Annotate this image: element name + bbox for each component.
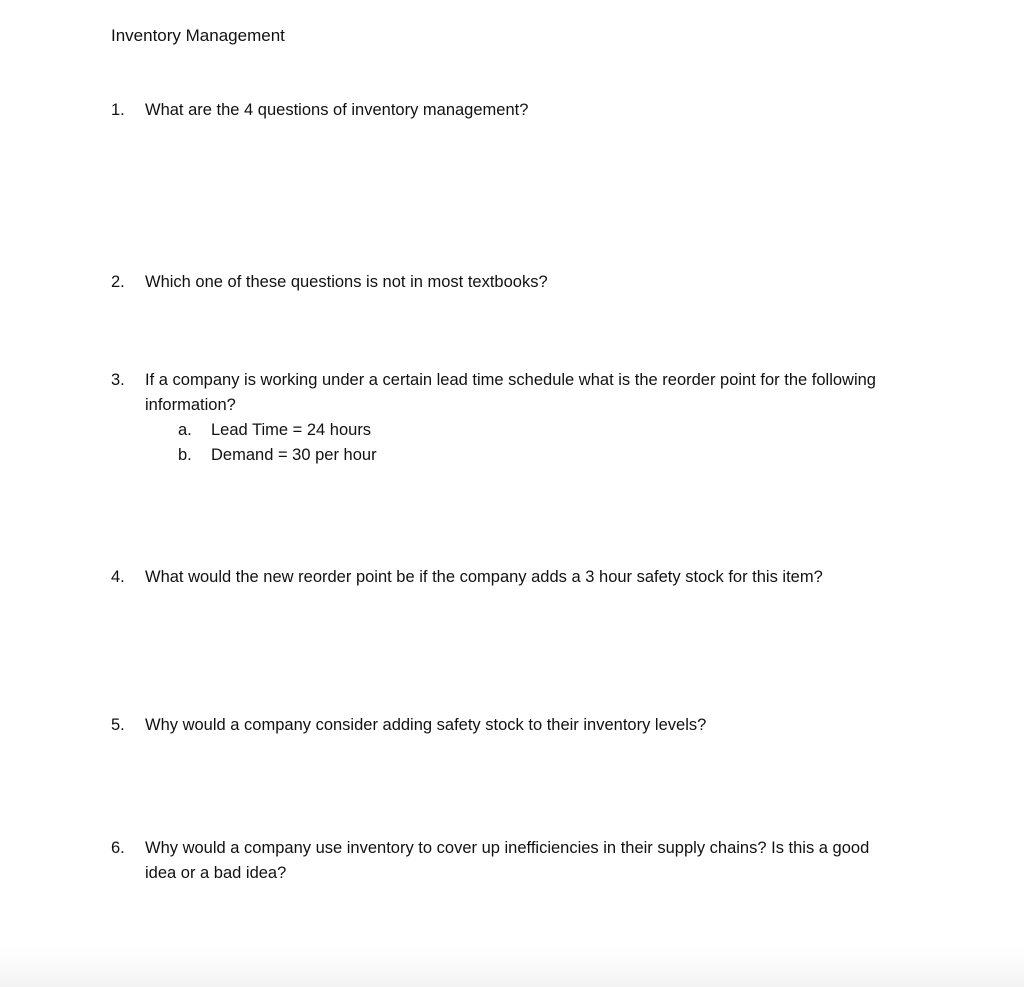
question-text: If a company is working under a certain lead time schedule what is the reorder point for the following information? (145, 371, 876, 414)
question-number: 1. (111, 101, 125, 119)
sub-item-a (178, 418, 911, 443)
question-6 (111, 836, 911, 886)
question-number: 4. (111, 568, 125, 586)
page-bottom-shadow (0, 947, 1024, 987)
question-4 (111, 565, 911, 590)
question-text: What would the new reorder point be if the company adds a 3 hour safety stock for this item? (145, 568, 823, 586)
document-title: Inventory Management (111, 26, 285, 45)
question-5 (111, 713, 911, 738)
sub-item-letter: b. (178, 446, 192, 464)
sub-item-b (178, 443, 911, 468)
sub-item-letter: a. (178, 421, 192, 439)
question-text: Why would a company consider adding safety stock to their inventory levels? (145, 716, 707, 734)
question-1 (111, 98, 911, 123)
question-text: Why would a company use inventory to cover up inefficiencies in their supply chains? Is this a good idea or a bad idea? (145, 839, 870, 882)
question-number: 6. (111, 839, 125, 857)
question-3 (111, 368, 911, 468)
question-2 (111, 270, 911, 295)
question-number: 5. (111, 716, 125, 734)
question-text: What are the 4 questions of inventory management? (145, 101, 529, 119)
sub-item-text: Demand = 30 per hour (211, 446, 377, 464)
question-number: 3. (111, 371, 125, 389)
sub-item-text: Lead Time = 24 hours (211, 421, 372, 439)
question-text: Which one of these questions is not in most textbooks? (145, 273, 548, 291)
question-number: 2. (111, 273, 125, 291)
